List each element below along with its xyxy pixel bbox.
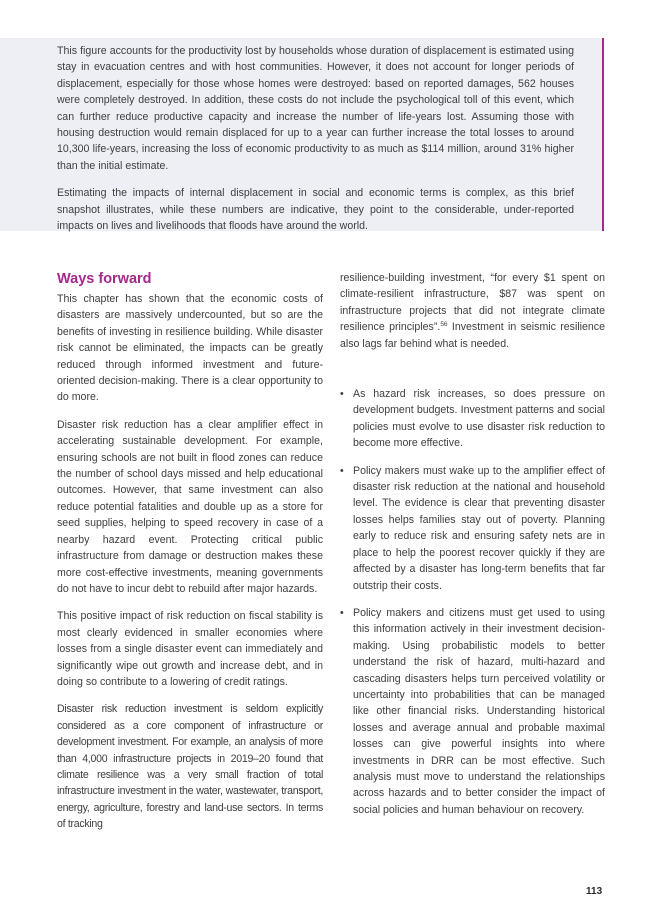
- list-item-text: As hazard risk increases, so does pressure on development budgets. Investment patterns and social policies must evolve to use disaster risk reduction to become more effective.: [353, 388, 605, 450]
- continued-text: Investment in seismic resilience also lags far behind what is needed.: [340, 321, 605, 350]
- left-column: [57, 270, 323, 844]
- body-paragraph: This chapter has shown that the economic costs of disasters are massively undercounted, but so are the benefits of investing in resilience building. While disaster risk cannot be eliminated, the impacts can be greatly reduced through informed investment and future-oriented decision-making. There is a clear opportunity to do more.: [57, 293, 323, 404]
- right-column: [340, 270, 605, 829]
- recommendations-list: [340, 386, 605, 818]
- bullet-icon: •: [340, 464, 344, 477]
- list-item: [340, 605, 605, 818]
- list-item-text: Policy makers and citizens must get used to using this information actively in their investment decision-making. Using probabilistic models to better understand the risk of hazard, multi-hazard and cascading disasters helps turn perceived volatility or uncertainty into probabilities that can be managed like other financial risks. Understanding historical losses and average annual and probable maximal losses can give powerful insights into where investments in DRR can be most effective. Such analysis must move to understand the relationships across hazards and to better consider the impact of social policies and human behaviour on recovery.: [353, 606, 605, 816]
- continued-text: resilience-building investment, “for every $1 spent on climate-resilient infrastructure, $87 was spent on infrastructure projects that did not integrate climate resilience principles”.: [340, 272, 605, 334]
- callout-box: [0, 38, 604, 231]
- body-paragraph: Disaster risk reduction has a clear amplifier effect in accelerating sustainable development. For example, ensuring schools are not built in flood zones can reduce the number of school days missed and help educational outcomes. However, that same investment can also reduce potential fatalities and double up as a store for seed supplies, helping to speed recovery in case of a nearby hazard event. Protecting critical public infrastructure from damage or destruction makes these more cost-effective investments, meaning governments do not have to incur debt to rebuild after major hazards.: [57, 418, 323, 595]
- list-item: [340, 386, 605, 452]
- list-item-text: Policy makers must wake up to the amplifier effect of disaster risk reduction at the national and household level. The evidence is clear that preventing disaster losses helps families stay out of poverty. Planning early to reduce risk and ensuring safety nets are in place to help the poorest recover quickly if they are affected by a disaster has long-term benefits that far outstrip their costs.: [353, 464, 605, 592]
- bullet-icon: •: [340, 606, 344, 619]
- callout-paragraph: This figure accounts for the productivity lost by households whose duration of displacement is estimated using stay in evacuation centres and with host communities. However, it does not account for longer periods of displacement, especially for those whose homes were destroyed: based on reported damages, 562 houses were completely destroyed. In addition, these costs do not include the psychological toll of this event, which can further reduce productive capacity and increase the number of life-years lost. Assuming those with housing destruction would remain displaced for up to a year can further increase the total losses to around 10,300 life-years, increasing the loss of economic productivity to as much as $114 million, around 31% higher than the initial estimate.: [57, 45, 574, 172]
- footnote-reference: 56: [440, 321, 448, 329]
- body-paragraph: Disaster risk reduction investment is seldom explicitly considered as a core component of infrastructure or development investment. For example, an analysis of more than 4,000 infrastructure projects in 2019–20 found that climate resilience was a very small fraction of total infrastructure investment in the water, wastewater, transport, energy, agriculture, forestry and land-use sectors. In terms of tracking: [57, 703, 323, 831]
- page-number: 113: [586, 886, 603, 897]
- section-heading: Ways forward: [57, 271, 152, 287]
- body-paragraph-continued: [340, 270, 605, 352]
- bullet-icon: •: [340, 388, 344, 401]
- body-paragraph: This positive impact of risk reduction on fiscal stability is most clearly evidenced in smaller economies where losses from a single disaster event can immediately and significantly wipe out growth and increase debt, and in doing so contribute to a lowering of credit ratings.: [57, 610, 323, 688]
- list-item: [340, 463, 605, 594]
- callout-paragraph: Estimating the impacts of internal displacement in social and economic terms is complex, as this brief snapshot illustrates, while these numbers are indicative, they point to the considerable, under-reported impacts on lives and livelihoods that floods have around the world.: [57, 187, 574, 233]
